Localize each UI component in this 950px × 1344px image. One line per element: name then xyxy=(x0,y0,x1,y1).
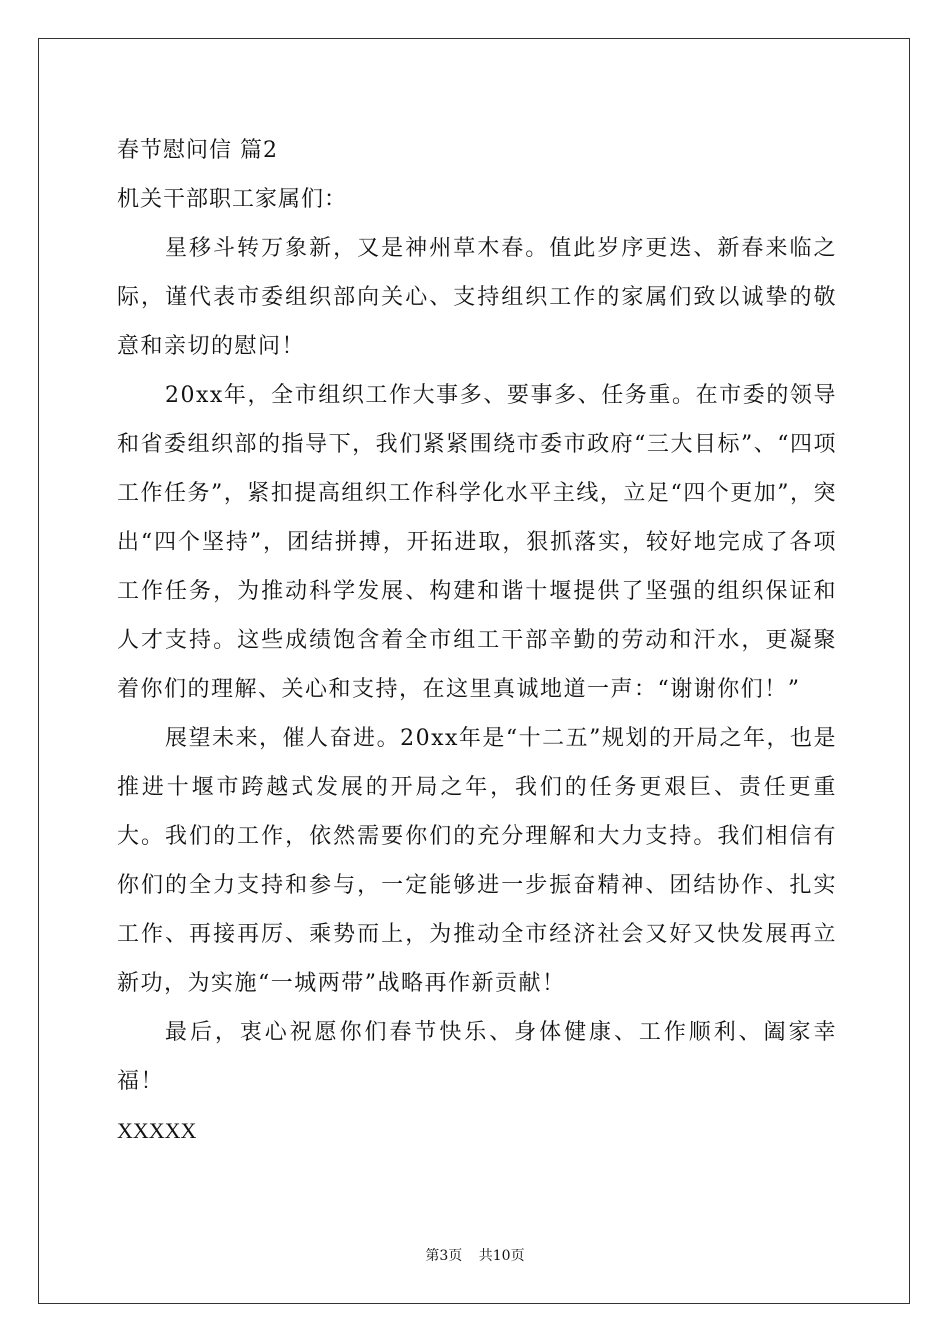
paragraph-greeting: 星移斗转万象新，又是神州草木春。值此岁序更迭、新春来临之际，谨代表市委组织部向关心、支持组织工作的家属们致以诚挚的敬意和亲切的慰问！ xyxy=(117,236,837,359)
letter-title: 春节慰问信 篇2 xyxy=(117,138,278,163)
signature: XXXXX xyxy=(117,1118,197,1143)
page-footer xyxy=(0,1246,950,1266)
paragraph-closing: 最后，衷心祝愿你们春节快乐、身体健康、工作顺利、阖家幸福！ xyxy=(117,1020,837,1094)
page-total: 共10页 xyxy=(478,1248,525,1264)
paragraph-review: 20xx年，全市组织工作大事多、要事多、任务重。在市委的领导和省委组织部的指导下，我们紧紧围绕市委市政府“三大目标”、“四项工作任务”，紧扣提高组织工作科学化水平主线，立足“四个更加”，突出“四个坚持”，团结拼搏，开拓进取，狠抓落实，较好地完成了各项工作任务，为推动科学发展、构建和谐十堰提供了坚强的组织保证和人才支持。这些成绩饱含着全市组工干部辛勤的劳动和汗水，更凝聚着你们的理解、关心和支持，在这里真诚地道一声：“谢谢你们！” xyxy=(117,383,837,702)
salutation: 机关干部职工家属们： xyxy=(117,187,348,212)
letter-content xyxy=(117,126,837,1155)
page-number: 第3页 xyxy=(425,1248,463,1264)
paragraph-outlook: 展望未来，催人奋进。20xx年是“十二五”规划的开局之年，也是推进十堰市跨越式发展的开局之年，我们的任务更艰巨、责任更重大。我们的工作，依然需要你们的充分理解和大力支持。我们相信有你们的全力支持和参与，一定能够进一步振奋精神、团结协作、扎实工作、再接再厉、乘势而上，为推动全市经济社会又好又快发展再立新功，为实施“一城两带”战略再作新贡献！ xyxy=(117,726,837,996)
